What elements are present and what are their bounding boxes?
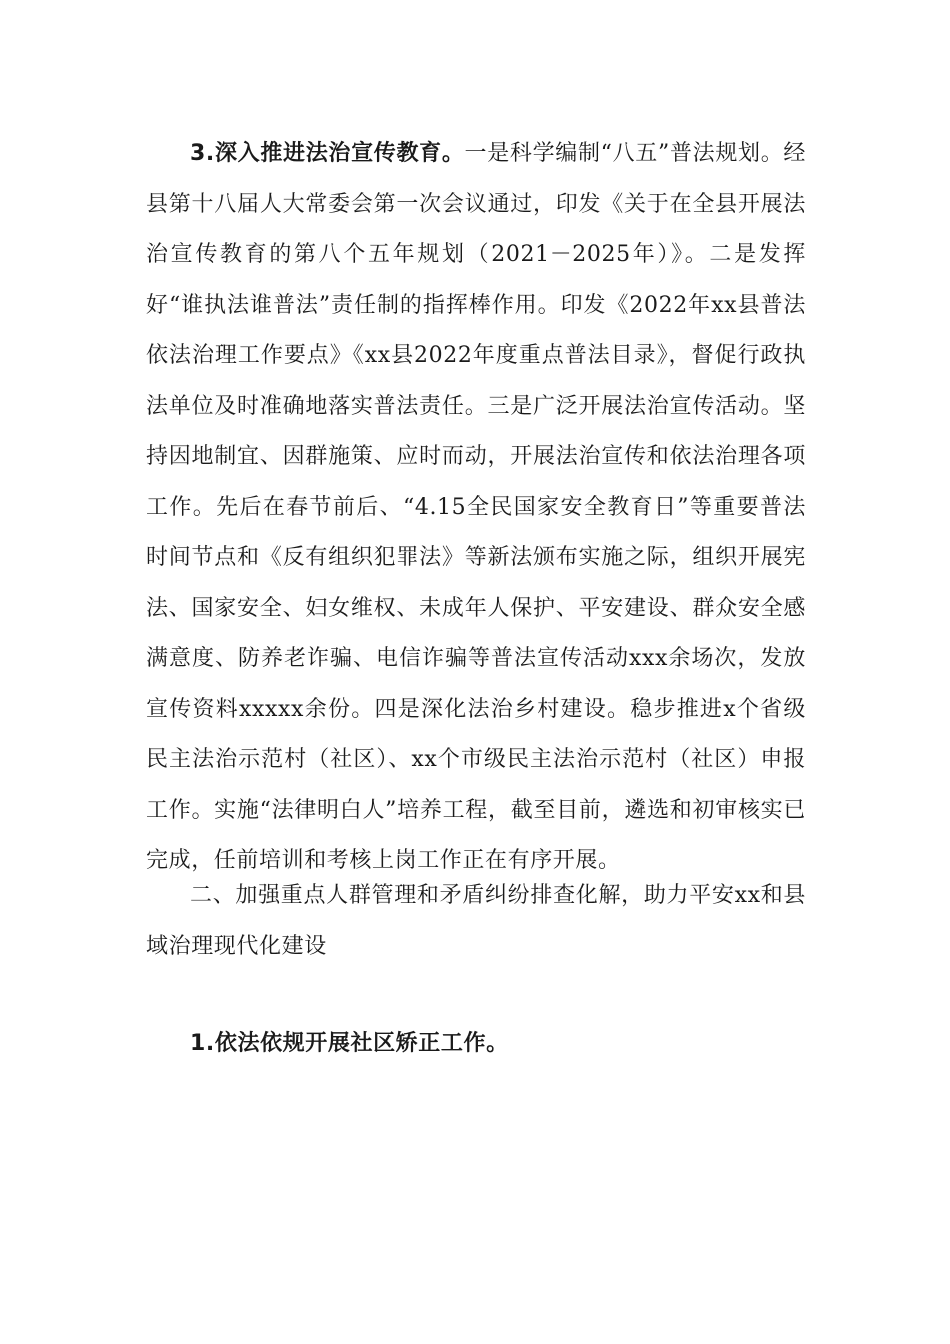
- paragraph-legal-publicity: [146, 129, 806, 887]
- section-heading-legal-publicity: 3.深入推进法治宣传教育。: [190, 141, 465, 166]
- paragraph-body-legal-publicity: 一是科学编制“八五”普法规划。经县第十八届人大常委会第一次会议通过，印发《关于在全县开展法治宣传教育的第八个五年规划（2021－2025年）》。二是发挥好“谁执法谁普法”责任制的指挥棒作用。印发《2022年xx县普法依法治理工作要点》《xx县2022年度重点普法目录》，督促行政执法单位及时准确地落实普法责任。三是广泛开展法治宣传活动。坚持因地制宜、因群施策、应时而动，开展法治宣传和依法治理各项工作。先后在春节前后、“4.15全民国家安全教育日”等重要普法时间节点和《反有组织犯罪法》等新法颁布实施之际，组织开展宪法、国家安全、妇女维权、未成年人保护、平安建设、群众安全感满意度、防养老诈骗、电信诈骗等普法宣传活动xxx余场次，发放宣传资料xxxxx余份。四是深化法治乡村建设。稳步推进x个省级民主法治示范村（社区）、xx个市级民主法治示范村（社区）申报工作。实施“法律明白人”培养工程，截至目前，遴选和初审核实已完成，任前培训和考核上岗工作正在有序开展。: [146, 141, 806, 873]
- section-heading-key-groups: 二、加强重点人群管理和矛盾纠纷排查化解，助力平安xx和县域治理现代化建设: [146, 883, 806, 959]
- section-heading-community-correction: 1.依法依规开展社区矫正工作。: [190, 1031, 509, 1056]
